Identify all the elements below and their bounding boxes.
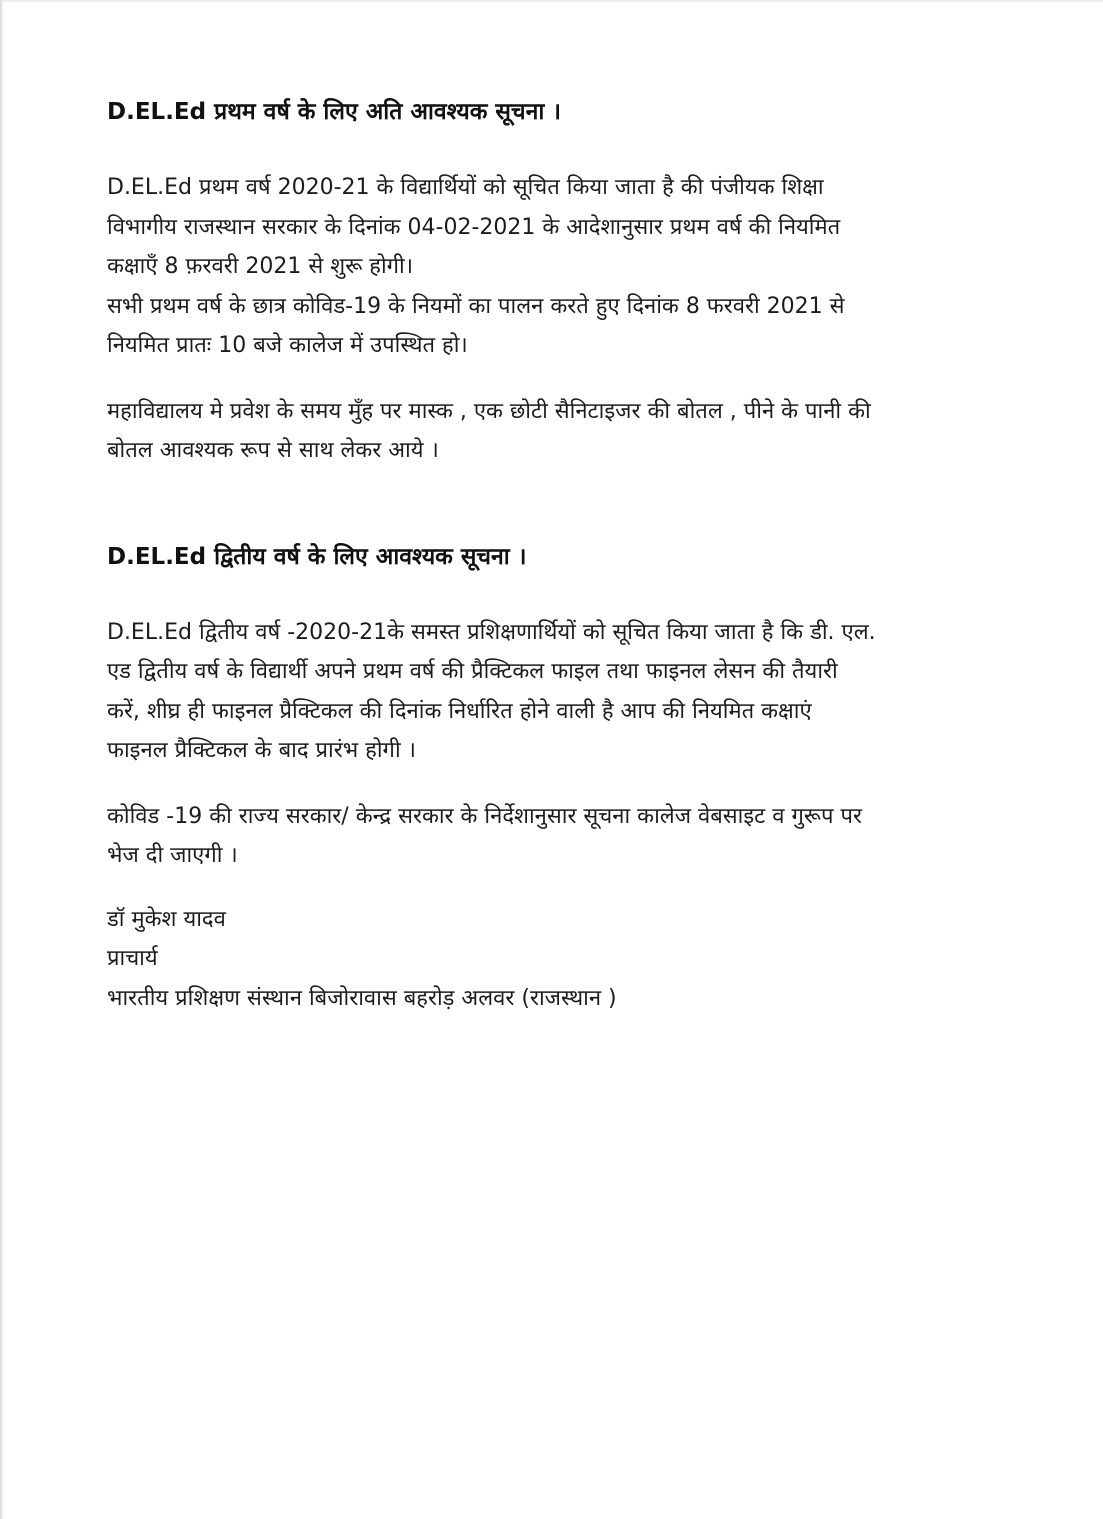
institution-name: भारतीय प्रशिक्षण संस्थान बिजोरावास बहरोड़ अलवर (राजस्थान ): [107, 985, 617, 1011]
paragraph-line: नियमित प्रातः 10 बजे कालेज में उपस्थित हो।: [107, 333, 468, 358]
section2-heading: D.EL.Ed द्वितीय वर्ष के लिए आवश्यक सूचना ।: [107, 543, 527, 570]
section1-paragraph1: [107, 168, 1007, 366]
paragraph-line: सभी प्रथम वर्ष के छात्र कोविड-19 के नियमों का पालन करते हुए दिनांक 8 फरवरी 2021 से: [107, 293, 845, 319]
section2-paragraph1: [107, 613, 1007, 771]
paragraph-line: कोविड -19 की राज्य सरकार/ केन्द्र सरकार के निर्देशानुसार सूचना कालेज वेबसाइट व गुरूप पर: [107, 803, 862, 829]
paragraph-line: D.EL.Ed द्वितीय वर्ष -2020-21के समस्त प्रशिक्षणार्थियों को सूचित किया जाता है कि डी. एल.: [107, 619, 876, 645]
paragraph-line: करें, शीघ्र ही फाइनल प्रैक्टिकल की दिनांक निर्धारित होने वाली है आप की नियमित कक्षाएं: [107, 698, 812, 724]
signatory-name: डॉ मुकेश यादव: [107, 906, 226, 932]
paragraph-line: एड द्वितीय वर्ष के विद्यार्थी अपने प्रथम वर्ष की प्रैक्टिकल फाइल तथा फाइनल लेसन की तैयारी: [107, 659, 838, 684]
paragraph-line: भेज दी जाएगी ।: [107, 843, 238, 868]
section1-heading: D.EL.Ed प्रथम वर्ष के लिए अति आवश्यक सूचना ।: [107, 99, 562, 125]
signature-block: [107, 900, 1007, 1019]
signatory-designation: प्राचार्य: [107, 946, 158, 971]
page-edge-left: [0, 0, 3, 1519]
paragraph-line: महाविद्यालय मे प्रवेश के समय मुँह पर मास्क , एक छोटी सैनिटाइजर की बोतल , पीने के पानी की: [107, 398, 871, 424]
notice-document: [107, 92, 1007, 1018]
paragraph-line: D.EL.Ed प्रथम वर्ष 2020-21 के विद्यार्थियों को सूचित किया जाता है की पंजीयक शिक्षा: [107, 175, 824, 200]
paragraph-line: विभागीय राजस्थान सरकार के दिनांक 04-02-2021 के आदेशानुसार प्रथम वर्ष की नियमित: [107, 214, 841, 240]
section2-paragraph2: [107, 797, 1007, 876]
paragraph-line: बोतल आवश्यक रूप से साथ लेकर आये ।: [107, 438, 439, 463]
paragraph-line: फाइनल प्रैक्टिकल के बाद प्रारंभ होगी ।: [107, 738, 416, 763]
page-edge-top: [0, 0, 1103, 2]
section1-paragraph2: [107, 392, 1007, 471]
paragraph-line: कक्षाएँ 8 फ़रवरी 2021 से शुरू होगी।: [107, 254, 414, 279]
